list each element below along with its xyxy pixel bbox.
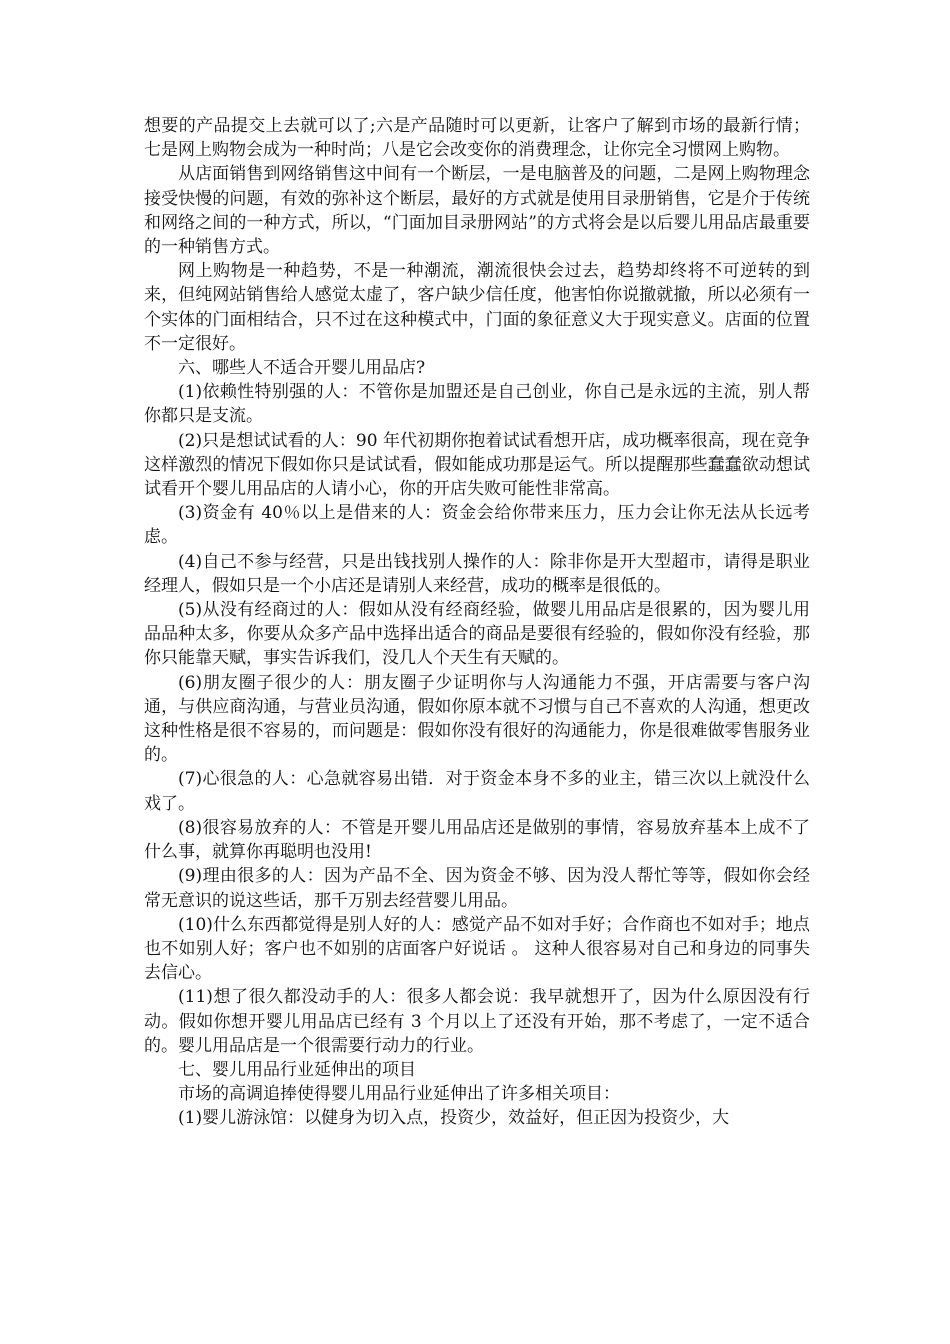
list-item-10: (10)什么东西都觉得是别人好的人：感觉产品不如对手好；合作商也不如对手；地点也不如别人好；客户也不如别的店面客户好说话 。 这种人很容易对自己和身边的同事失去信心。 [144, 914, 810, 984]
list-item-2: (2)只是想试试看的人：90 年代初期你抱着试试看想开店，成功概率很高，现在竞争这样激烈的情况下假如你只是试试看，假如能成功那是运气。所以提醒那些蠢蠢欲动想试试看开个婴儿用品店的人请小心，你的开店失败可能性非常高。 [144, 430, 810, 500]
list-item-11: (11)想了很久都没动手的人：很多人都会说：我早就想开了，因为什么原因没有行动。假如你想开婴儿用品店已经有 3 个月以上了还没有开始，那不考虑了，一定不适合的。婴儿用品店是一个很需要行动力的行业。 [144, 987, 810, 1056]
paragraph-related-projects: 市场的高调追捧使得婴儿用品行业延伸出了许多相关项目： [178, 1084, 620, 1105]
list-item-8: (8)很容易放弃的人：不管是开婴儿用品店还是做别的事情，容易放弃基本上成不了什么事，就算你再聪明也没用! [144, 817, 810, 863]
document-body [144, 114, 810, 1131]
section-heading-6: 六、哪些人不适合开婴儿用品店? [178, 358, 426, 379]
list-item-3: (3)资金有 40％以上是借来的人：资金会给你带来压力，压力会让你无法从长远考虑。 [144, 503, 810, 548]
paragraph-online-trend: 网上购物是一种趋势，不是一种潮流，潮流很快会过去，趋势却终将不可逆转的到来，但纯网站销售给人感觉太虚了，客户缺少信任度，他害怕你说撤就撤，所以必须有一个实体的门面相结合，只不过在这种模式中，门面的象征意义大于现实意义。店面的位置不一定很好。 [144, 261, 810, 354]
list-item-6: (6)朋友圈子很少的人：朋友圈子少证明你与人沟通能力不强，开店需要与客户沟通，与供应商沟通，与营业员沟通，假如你原本就不习惯与自己不喜欢的人沟通，想更改这种性格是很不容易的，而问题是：假如你没有很好的沟通能力，你是很难做零售服务业的。 [144, 672, 810, 766]
section-heading-7: 七、婴儿用品行业延伸出的项目 [178, 1059, 416, 1080]
paragraph-continuation: 想要的产品提交上去就可以了;六是产品随时可以更新，让客户了解到市场的最新行情；七是网上购物会成为一种时尚；八是它会改变你的消费理念，让你完全习惯网上购物。 [144, 116, 810, 161]
paragraph-sales-gap: 从店面销售到网络销售这中间有一个断层，一是电脑普及的问题，二是网上购物理念接受快慢的问题，有效的弥补这个断层，最好的方式就是使用目录册销售，它是介于传统和网络之间的一种方式，所以，“门面加目录册网站”的方式将会是以后婴儿用品店最重要的一种销售方式。 [144, 164, 810, 258]
list-item-7: (7)心很急的人：心急就容易出错．对于资金本身不多的业主，错三次以上就没什么戏了。 [144, 769, 810, 814]
list-item-9: (9)理由很多的人：因为产品不全、因为资金不够、因为没人帮忙等等，假如你会经常无意识的说这些话，那千万别去经营婴儿用品。 [144, 866, 810, 911]
list-item-4: (4)自己不参与经营，只是出钱找别人操作的人：除非你是开大型超市，请得是职业经理人，假如只是一个小店还是请别人来经营，成功的概率是很低的。 [144, 551, 810, 596]
list-item-1: (1)依赖性特别强的人：不管你是加盟还是自己创业，你自己是永远的主流，别人帮你都只是支流。 [144, 382, 810, 427]
list-item-baby-swimming: (1)婴儿游泳馆：以健身为切入点，投资少，效益好，但正因为投资少，大 [178, 1108, 730, 1129]
list-item-5: (5)从没有经商过的人：假如从没有经商经验，做婴儿用品店是很累的，因为婴儿用品品种太多，你要从众多产品中选择出适合的商品是要很有经验的，假如你没有经验，那你只能靠天赋，事实告诉我们，没几人个天生有天赋的。 [144, 600, 810, 669]
